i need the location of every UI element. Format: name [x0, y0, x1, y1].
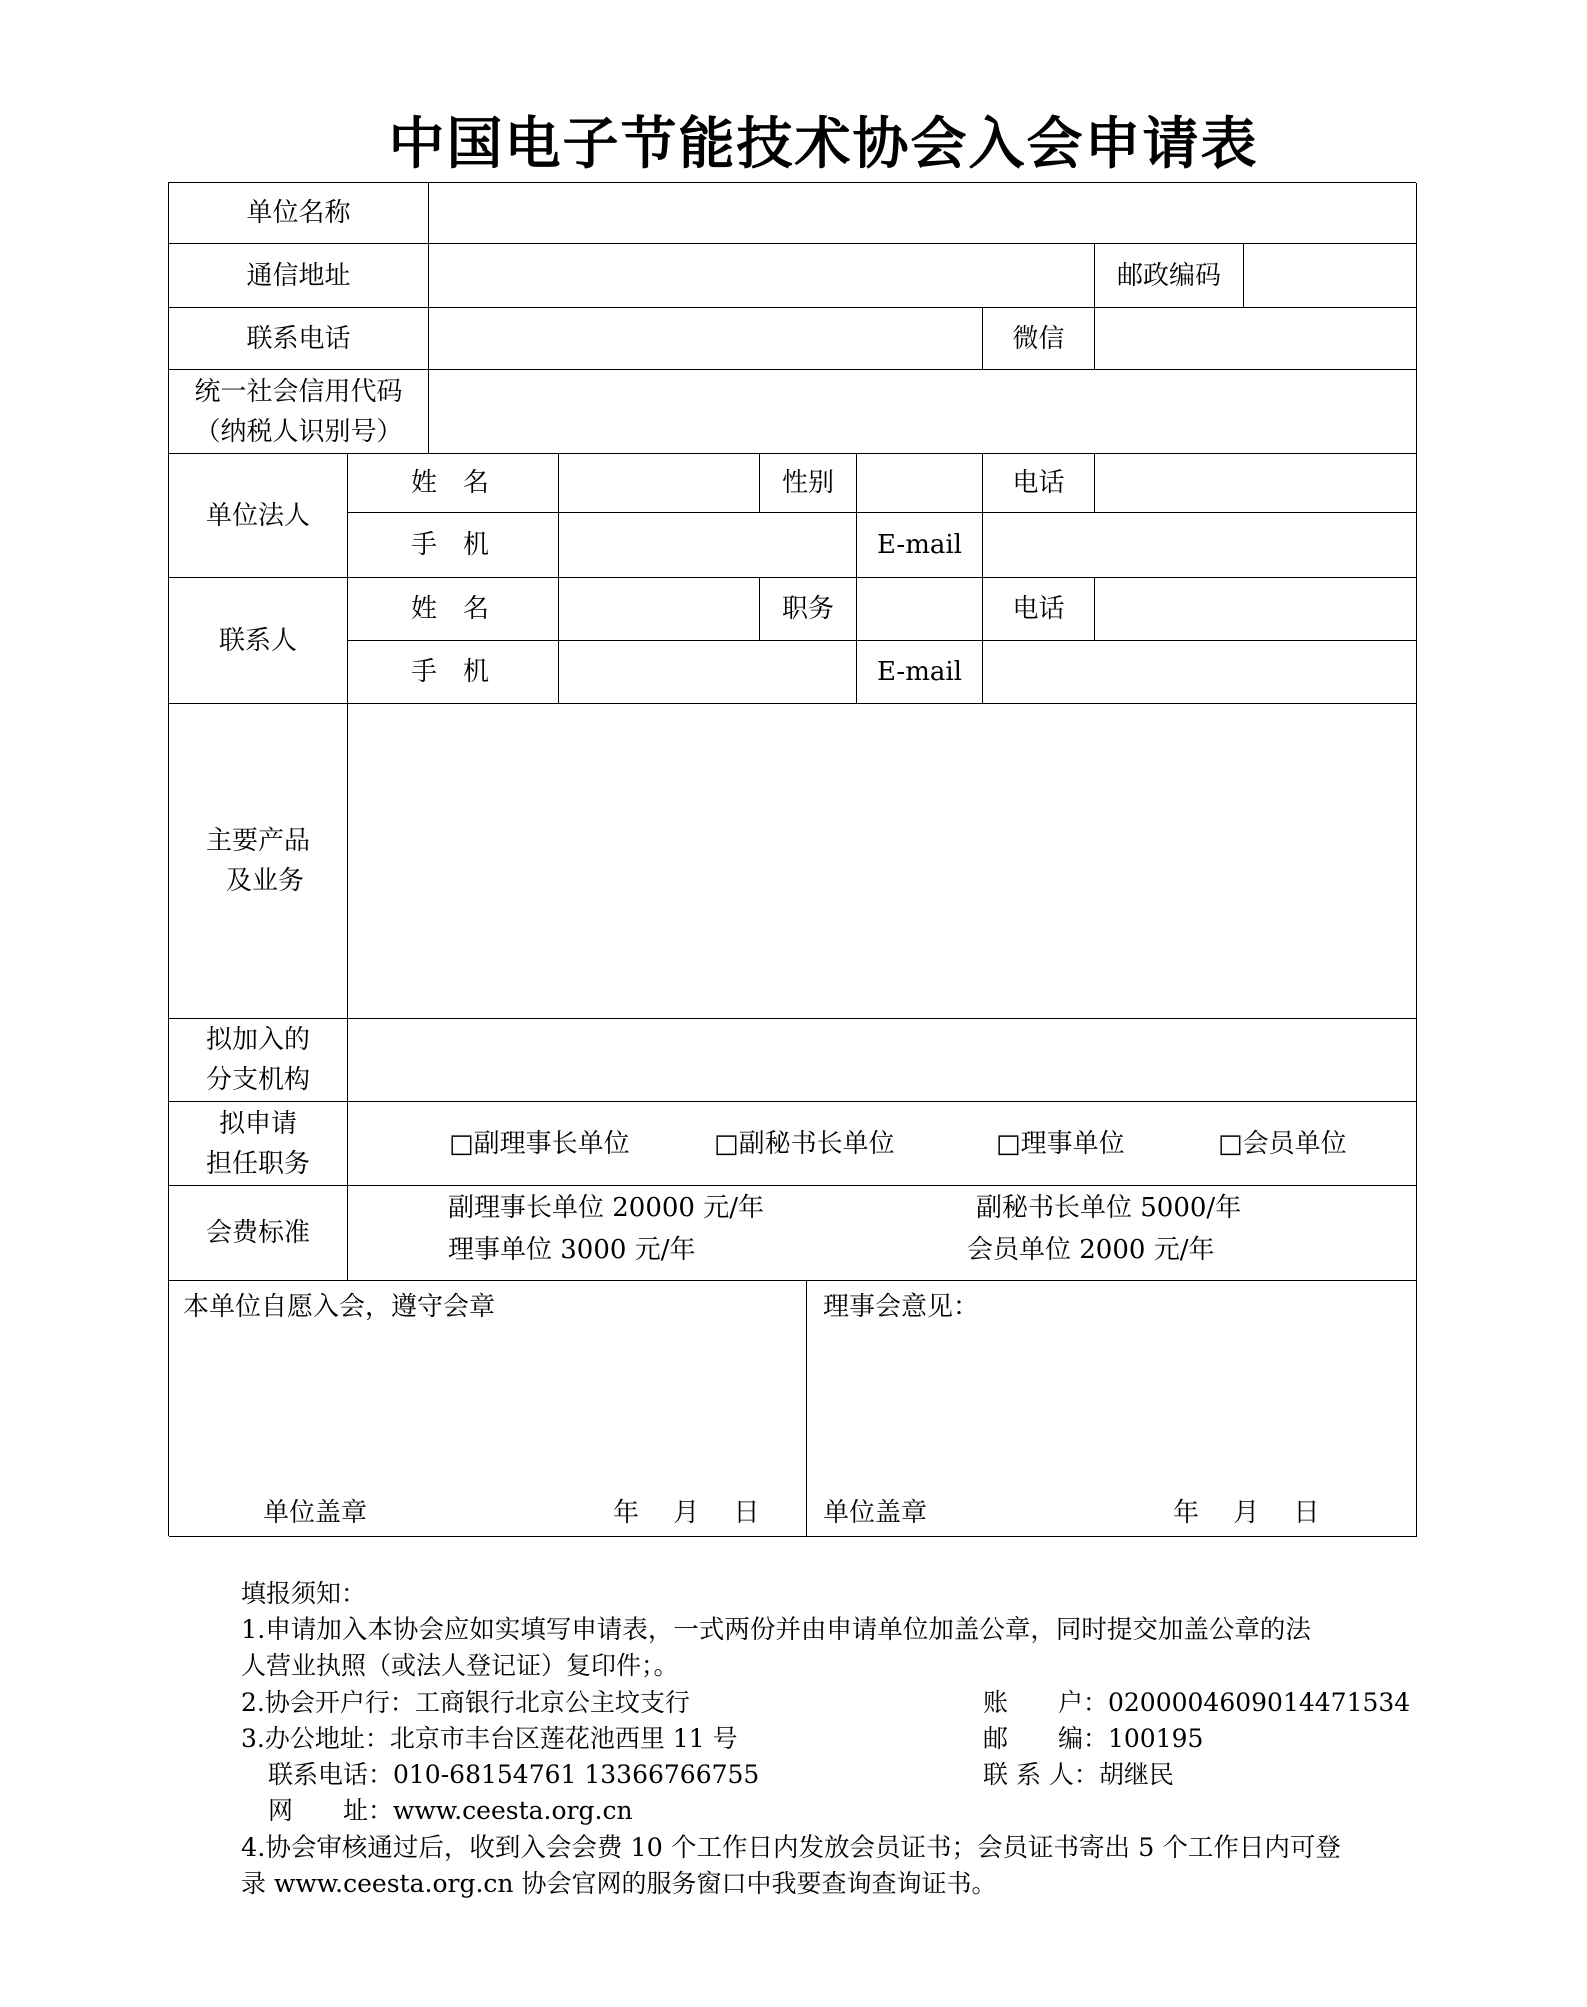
contact-name-label: 姓 名: [348, 578, 559, 641]
contact-position-label: 职务: [760, 578, 857, 641]
note-4-line2: 录 www.ceesta.org.cn 协会官网的服务窗口中我要查询查询证书。: [241, 1869, 997, 1898]
note-4-line1: 4.协会审核通过后，收到入会会费 10 个工作日内发放会员证书；会员证书寄出 5 个工作日内可登: [241, 1833, 1341, 1863]
applicant-signature-section[interactable]: [169, 1281, 807, 1537]
branch-label-line1: 拟加入的: [205, 1025, 310, 1055]
unit-name-field[interactable]: [429, 183, 1417, 244]
council-opinion-section[interactable]: [807, 1281, 1417, 1537]
role-option-council[interactable]: □理事单位: [996, 1128, 1125, 1159]
products-label-line1: 主要产品: [205, 826, 310, 856]
address-field[interactable]: [429, 244, 1095, 308]
branch-label: [169, 1019, 348, 1102]
note-3: 3.办公地址：北京市丰台区莲花池西里 11 号: [241, 1724, 738, 1753]
products-label: [169, 704, 348, 1019]
note-2: 2.协会开户行：工商银行北京公主坟支行: [241, 1688, 690, 1717]
council-date-label: 年 月 日: [1173, 1498, 1320, 1528]
credit-code-field[interactable]: [429, 370, 1417, 454]
note-contact: 联 系 人：胡继民: [983, 1760, 1174, 1789]
contact-name-field[interactable]: [559, 578, 760, 641]
legal-rep-email-label: E-mail: [857, 513, 983, 578]
role-options: [348, 1102, 1417, 1186]
contact-email-label: E-mail: [857, 641, 983, 704]
wechat-field[interactable]: [1095, 308, 1417, 370]
contact-tel-field[interactable]: [1095, 578, 1417, 641]
role-option-vice-secretary[interactable]: □副秘书长单位: [714, 1128, 895, 1159]
wechat-label: 微信: [983, 308, 1095, 370]
fee-vice-chairman: 副理事长单位 20000 元/年: [448, 1193, 764, 1223]
contact-mobile-label: 手 机: [348, 641, 559, 704]
phone-label: 联系电话: [169, 308, 429, 370]
legal-rep-gender-field[interactable]: [857, 454, 983, 513]
products-field[interactable]: [348, 704, 1417, 1019]
note-account: 账 户：0200004609014471534: [983, 1688, 1411, 1717]
notes-heading: 填报须知：: [241, 1579, 367, 1608]
credit-code-label-line2: （纳税人识别号）: [194, 416, 403, 447]
branch-field[interactable]: [348, 1019, 1417, 1102]
pledge-text: 本单位自愿入会，遵守会章: [183, 1292, 496, 1322]
legal-rep-mobile-field[interactable]: [559, 513, 857, 578]
note-tel: 联系电话：010-68154761 13366766755: [268, 1760, 760, 1789]
credit-code-label-line1: 统一社会信用代码: [194, 376, 403, 407]
legal-rep-name-label: 姓 名: [348, 454, 559, 513]
page-title: 中国电子节能技术协会入会申请表: [388, 111, 1259, 177]
credit-code-label: [169, 370, 429, 454]
products-label-line2: 及业务: [225, 866, 304, 896]
legal-rep-tel-field[interactable]: [1095, 454, 1417, 513]
application-form: [168, 182, 1416, 1536]
legal-rep-email-field[interactable]: [983, 513, 1417, 578]
legal-rep-name-field[interactable]: [559, 454, 760, 513]
fee-label: 会费标准: [169, 1186, 348, 1281]
postal-code-label: 邮政编码: [1095, 244, 1244, 308]
applicant-seal-label: 单位盖章: [263, 1498, 368, 1528]
unit-name-label: 单位名称: [169, 183, 429, 244]
note-website[interactable]: 网 址：www.ceesta.org.cn: [268, 1796, 633, 1825]
role-option-vice-chairman[interactable]: □副理事长单位: [449, 1128, 630, 1159]
role-label-line2: 担任职务: [205, 1148, 310, 1179]
contact-label: 联系人: [169, 578, 348, 704]
fee-vice-secretary: 副秘书长单位 5000/年: [976, 1193, 1242, 1223]
legal-rep-label: 单位法人: [169, 454, 348, 578]
legal-rep-mobile-label: 手 机: [348, 513, 559, 578]
fee-member: 会员单位 2000 元/年: [967, 1235, 1215, 1265]
role-option-member[interactable]: □会员单位: [1218, 1128, 1347, 1159]
council-seal-label: 单位盖章: [823, 1498, 928, 1528]
postal-code-field[interactable]: [1244, 244, 1417, 308]
address-label: 通信地址: [169, 244, 429, 308]
contact-email-field[interactable]: [983, 641, 1417, 704]
note-postcode: 邮 编：100195: [983, 1724, 1204, 1753]
council-opinion-label: 理事会意见：: [823, 1292, 980, 1322]
role-label-line1: 拟申请: [218, 1108, 297, 1139]
fee-council: 理事单位 3000 元/年: [448, 1235, 696, 1265]
note-1-line2: 人营业执照（或法人登记证）复印件；。: [241, 1651, 679, 1680]
contact-mobile-field[interactable]: [559, 641, 857, 704]
branch-label-line2: 分支机构: [205, 1065, 310, 1095]
contact-position-field[interactable]: [857, 578, 983, 641]
legal-rep-tel-label: 电话: [983, 454, 1095, 513]
legal-rep-gender-label: 性别: [760, 454, 857, 513]
contact-tel-label: 电话: [983, 578, 1095, 641]
role-label: [169, 1102, 348, 1186]
applicant-date-label: 年 月 日: [613, 1498, 760, 1528]
fee-standards: [348, 1186, 1417, 1281]
note-1-line1: 1.申请加入本协会应如实填写申请表，一式两份并由申请单位加盖公章，同时提交加盖公章的法: [241, 1615, 1311, 1645]
phone-field[interactable]: [429, 308, 983, 370]
